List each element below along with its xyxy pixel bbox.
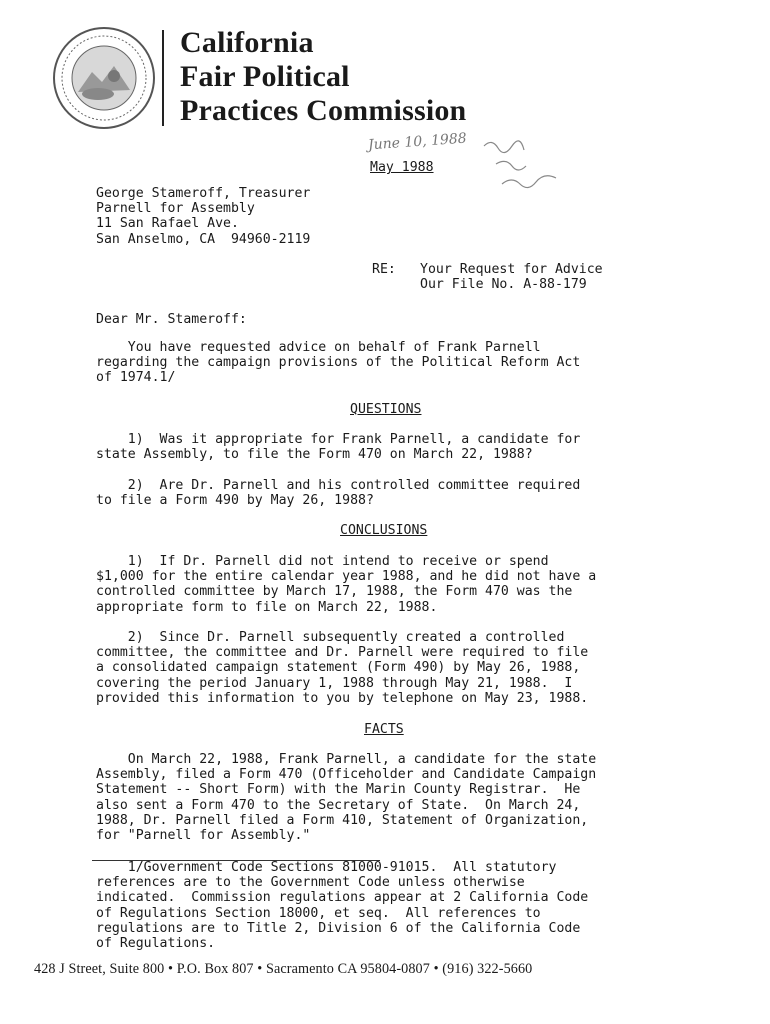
- handwritten-scribble: [478, 134, 588, 194]
- re-label: RE:: [372, 262, 396, 277]
- letterhead-footer-address: 428 J Street, Suite 800 • P.O. Box 807 • Sacramento CA 95804-0807 • (916) 322-5660: [34, 961, 533, 977]
- address-line: 11 San Rafael Ave.: [96, 216, 239, 232]
- intro-paragraph: You have requested advice on behalf of Frank Parnell regarding the campaign provisions of the Political Reform Act of 1974.1/: [96, 340, 581, 386]
- conclusion-1: 1) If Dr. Parnell did not intend to receive or spend $1,000 for the entire calendar year 1988, and he did not have a controlled committee by March 17, 1988, the Form 470 was the appropriate form to file on March 22, 1988.: [96, 554, 597, 615]
- conclusions-heading: CONCLUSIONS: [340, 523, 428, 538]
- conclusion-2: 2) Since Dr. Parnell subsequently created a controlled committee, the committee and Dr. Parnell were required to file a consolidated campaign statement (Form 490) by May 26, 1988, covering the period January 1, 1988 through May 21, 1988. I provided this information to you by telephone on May 23, 1988.: [96, 630, 589, 706]
- footnote: 1/Government Code Sections 81000-91015. All statutory references are to the Government Code unless otherwise indicated. Commission regulations appear at 2 California Code of Regulations Section 18000, et seq. All references to regulations are to Title 2, Division 6 of the California Code of Regulations.: [96, 860, 589, 952]
- letter-date: May 1988: [370, 160, 434, 175]
- re-line: Our File No. A-88-179: [420, 277, 587, 293]
- agency-title-line: Practices Commission: [180, 94, 467, 127]
- address-line: George Stameroff, Treasurer: [96, 186, 311, 201]
- california-seal-icon: [52, 26, 156, 130]
- re-subject: [420, 262, 603, 292]
- facts-heading: FACTS: [364, 722, 404, 737]
- question-2: 2) Are Dr. Parnell and his controlled committee required to file a Form 490 by May 26, 1988?: [96, 478, 581, 509]
- agency-title: [180, 26, 466, 128]
- letterhead-divider: [162, 30, 164, 126]
- question-1: 1) Was it appropriate for Frank Parnell, a candidate for state Assembly, to file the Form 470 on March 22, 1988?: [96, 432, 581, 463]
- recipient-address: [96, 186, 310, 247]
- facts-paragraph: On March 22, 1988, Frank Parnell, a candidate for the state Assembly, filed a Form 470 (Officeholder and Candidate Campaign Statement -- Short Form) with the Marin County Registrar. He also sent a Form 470 to the Secretary of State. On March 24, 1988, Dr. Parnell filed a Form 410, Statement of Organization, for "Parnell for Assembly.": [96, 752, 597, 844]
- agency-title-line: Fair Political: [180, 60, 350, 93]
- salutation: Dear Mr. Stameroff:: [96, 312, 247, 327]
- agency-title-line: California: [180, 26, 314, 59]
- questions-heading: QUESTIONS: [350, 402, 422, 417]
- address-line: Parnell for Assembly: [96, 201, 255, 217]
- handwritten-date-note: June 10, 1988: [367, 130, 468, 154]
- address-line: San Anselmo, CA 94960-2119: [96, 231, 311, 247]
- re-line: Your Request for Advice: [420, 262, 603, 277]
